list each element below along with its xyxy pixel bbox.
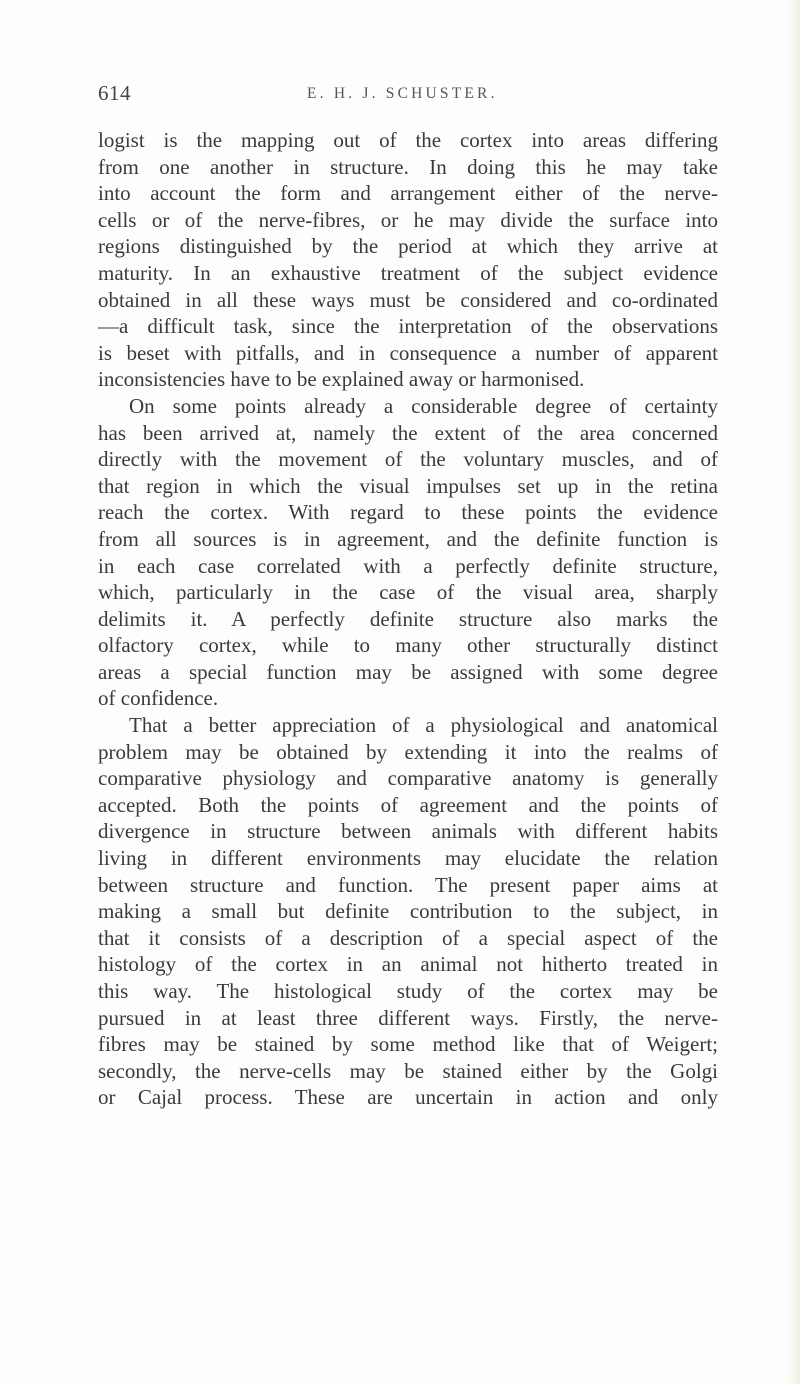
text-line: maturity. In an exhaustive treatment of the subject evidence (98, 260, 718, 285)
text-line: olfactory cortex, while to many other structurally distinct (98, 633, 718, 658)
text-line: histology of the cortex in an animal not hitherto treated in (98, 952, 718, 977)
text-line: delimits it. A perfectly definite structure also marks the (98, 606, 718, 631)
page-edge-shadow (786, 0, 800, 1384)
text-line: or Cajal process. These are uncertain in action and only (98, 1085, 718, 1110)
text-line: into account the form and arrangement either of the nerve- (98, 181, 718, 206)
text-line: from all sources is in agreement, and the definite function is (98, 526, 718, 551)
text-line: has been arrived at, namely the extent of the area concerned (98, 420, 718, 445)
text-line: directly with the movement of the voluntary muscles, and of (98, 447, 718, 472)
text-line: comparative physiology and comparative anatomy is generally (98, 766, 718, 791)
text-line: areas a special function may be assigned with some degree (98, 659, 718, 684)
paragraph-start-line: On some points already a considerable degree of certainty (129, 393, 718, 418)
text-line: regions distinguished by the period at which they arrive at (98, 234, 718, 259)
text-line: —a difficult task, since the interpretation of the observations (98, 314, 718, 339)
text-line: problem may be obtained by extending it into the realms of (98, 739, 718, 764)
text-line: making a small but definite contribution to the subject, in (98, 899, 718, 924)
text-line: reach the cortex. With regard to these points the evidence (98, 500, 718, 525)
text-line: from one another in structure. In doing this he may take (98, 154, 718, 179)
text-line: secondly, the nerve-cells may be stained either by the Golgi (98, 1058, 718, 1083)
text-line: between structure and function. The present paper aims at (98, 872, 718, 897)
text-line: pursued in at least three different ways. Firstly, the nerve- (98, 1005, 718, 1030)
text-line: that it consists of a description of a special aspect of the (98, 925, 718, 950)
text-line: this way. The histological study of the cortex may be (98, 979, 718, 1003)
text-line: that region in which the visual impulses set up in the retina (98, 473, 718, 498)
text-line: in each case correlated with a perfectly definite structure, (98, 553, 718, 578)
text-line: which, particularly in the case of the visual area, sharply (98, 580, 718, 605)
text-line: fibres may be stained by some method like that of Weigert; (98, 1032, 718, 1057)
page-number: 614 (98, 81, 131, 105)
body-text (98, 127, 718, 1111)
text-line: inconsistencies have to be explained away or harmonised. (98, 367, 585, 392)
running-head: E. H. J. SCHUSTER. (307, 85, 498, 102)
text-line: of confidence. (98, 686, 219, 711)
text-line: logist is the mapping out of the cortex into areas differing (98, 128, 718, 152)
text-line: divergence in structure between animals with different habits (98, 819, 718, 844)
text-line: obtained in all these ways must be considered and co-ordinated (98, 287, 718, 312)
paragraph-start-line: That a better appreciation of a physiological and anatomical (129, 713, 718, 738)
text-line: cells or of the nerve-fibres, or he may divide the surface into (98, 207, 718, 232)
text-line: living in different environments may elucidate the relation (98, 846, 718, 871)
text-line: is beset with pitfalls, and in consequence a number of apparent (98, 340, 718, 365)
text-line: accepted. Both the points of agreement and the points of (98, 792, 718, 817)
